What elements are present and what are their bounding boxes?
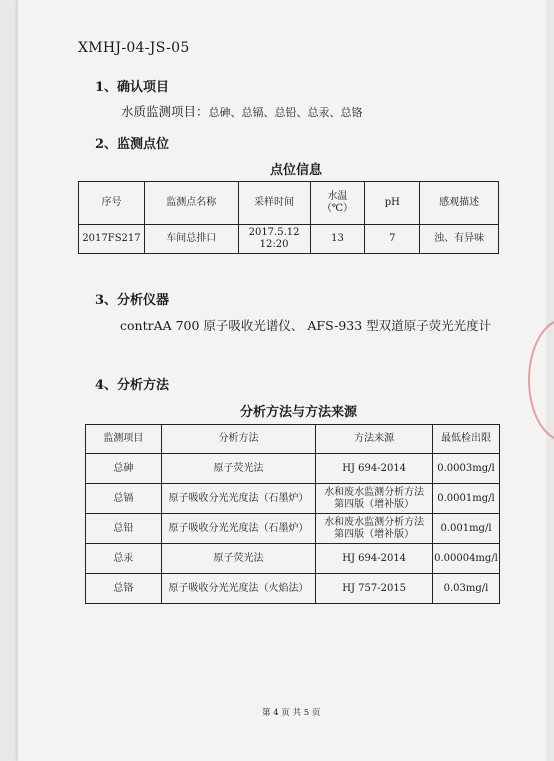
- source-cell: [316, 514, 433, 544]
- ph-cell: 7: [365, 225, 420, 254]
- method-cell: 原子吸收分光光度法（火焰法）: [161, 574, 316, 604]
- limit-cell: 0.00004mg/l: [432, 544, 499, 574]
- point-name-cell: 车间总排口: [144, 225, 238, 254]
- header-cell: 最低检出限: [432, 425, 499, 454]
- instruments-line: contrAA 700 原子吸收光谱仪、 AFS-933 型双道原子荧光光度计: [120, 318, 492, 333]
- source-line: HJ 694-2014: [342, 552, 407, 564]
- section-3-heading: 3、分析仪器: [95, 293, 170, 308]
- source-line: 第四版（增补版）: [334, 528, 415, 540]
- method-cell: 原子吸收分光光度法（石墨炉）: [161, 514, 316, 544]
- source-line: HJ 757-2015: [342, 582, 407, 594]
- source-line: HJ 694-2014: [342, 462, 407, 474]
- table-header-row: [79, 182, 499, 225]
- table-row: [86, 454, 500, 484]
- page-number: 第 4 页 共 5 页: [262, 708, 321, 718]
- header-line: （℃）: [321, 203, 354, 214]
- item-cell: 总汞: [86, 544, 162, 574]
- sample-id-cell: 2017FS217: [79, 225, 145, 254]
- source-line: 第四版（增补版）: [334, 498, 415, 510]
- point-info-title: 点位信息: [270, 163, 323, 178]
- source-cell: [316, 544, 433, 574]
- methods-table: [85, 424, 500, 604]
- section-4-heading: 4、分析方法: [95, 378, 170, 393]
- header-cell: 方法来源: [316, 425, 433, 454]
- table-header-row: [86, 425, 500, 454]
- method-cell: 原子荧光法: [161, 454, 316, 484]
- monitoring-items-label: 水质监测项目：: [121, 104, 209, 119]
- item-cell: 总镉: [86, 484, 162, 514]
- source-line: 水和废水监测分析方法: [324, 516, 425, 528]
- header-cell: 序号: [79, 182, 145, 225]
- table-row: [86, 514, 500, 544]
- table-row: [86, 574, 500, 604]
- table-row: [86, 544, 500, 574]
- source-line: 水和废水监测分析方法: [324, 486, 425, 498]
- point-info-table: [78, 181, 499, 254]
- limit-cell: 0.0001mg/l: [432, 484, 499, 514]
- header-cell: 监测项目: [86, 425, 162, 454]
- sample-time-cell: [238, 225, 310, 254]
- monitoring-items-value: 总砷、总镉、总铅、总汞、总铬: [208, 106, 363, 119]
- source-cell: [316, 574, 433, 604]
- header-cell: pH: [365, 182, 420, 225]
- method-cell: 原子吸收分光光度法（石墨炉）: [161, 484, 316, 514]
- methods-table-title: 分析方法与方法来源: [240, 405, 358, 420]
- section-2-heading: 2、监测点位: [95, 137, 170, 152]
- limit-cell: 0.0003mg/l: [432, 454, 499, 484]
- header-cell: 分析方法: [161, 425, 316, 454]
- source-cell: [316, 484, 433, 514]
- item-cell: 总铬: [86, 574, 162, 604]
- header-cell: 监测点名称: [144, 182, 238, 225]
- sample-clock: 12:20: [259, 239, 289, 250]
- limit-cell: 0.001mg/l: [432, 514, 499, 544]
- header-cell: 感观描述: [420, 182, 499, 225]
- sample-date: 2017.5.12: [248, 227, 300, 238]
- document-id: XMHJ-04-JS-05: [78, 40, 190, 56]
- header-line: 水温: [327, 191, 348, 202]
- table-row: [79, 225, 499, 254]
- item-cell: 总铅: [86, 514, 162, 544]
- sensory-cell: 浊、有异味: [420, 225, 499, 254]
- header-cell: 采样时间: [238, 182, 310, 225]
- section-1-heading: 1、确认项目: [95, 80, 170, 95]
- header-cell: [310, 182, 365, 225]
- water-temp-cell: 13: [310, 225, 365, 254]
- table-row: [86, 484, 500, 514]
- source-cell: [316, 454, 433, 484]
- method-cell: 原子荧光法: [161, 544, 316, 574]
- limit-cell: 0.03mg/l: [432, 574, 499, 604]
- monitoring-items-line: [121, 102, 363, 120]
- item-cell: 总砷: [86, 454, 162, 484]
